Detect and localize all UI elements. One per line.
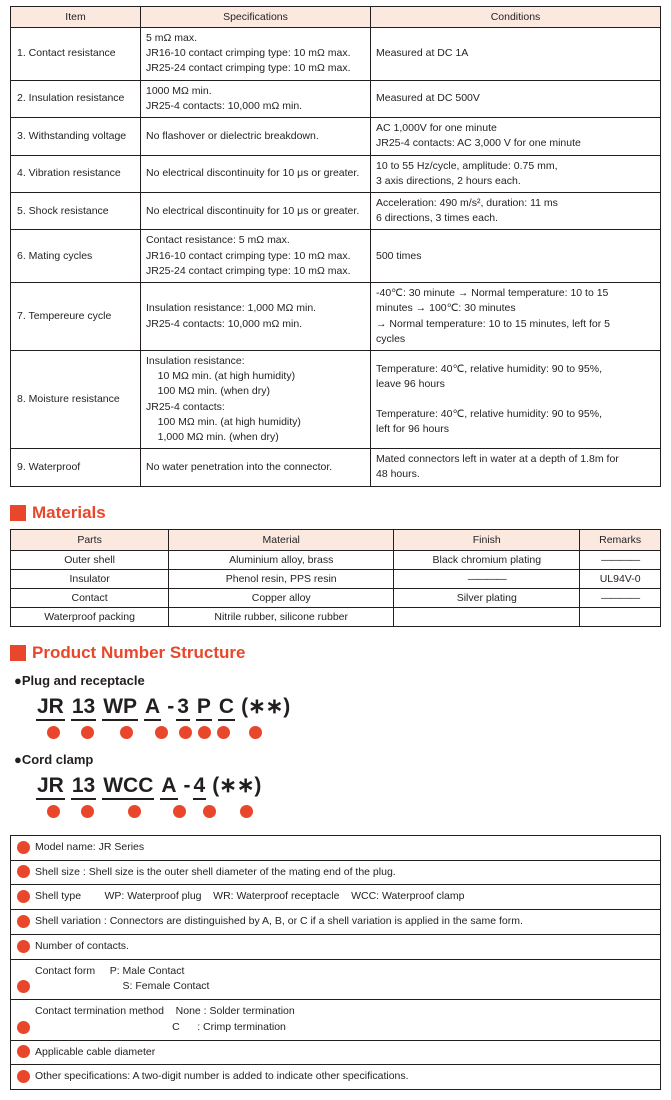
cell-conditions: Temperature: 40℃, relative humidity: 90 to 95%, leave 96 hours Temperature: 40℃, relative humidity: 90 to 95%, left for 96 hours <box>371 350 661 448</box>
table-header-row <box>11 529 661 550</box>
pn-token: - <box>183 773 191 797</box>
cell-conditions: Acceleration: 490 m/s², duration: 11 ms 6 directions, 3 times each. <box>371 192 661 229</box>
pn-index-marker <box>233 724 277 742</box>
pn-token: WP <box>102 696 138 721</box>
circled-number-icon <box>17 940 30 953</box>
legend-cell <box>11 1040 661 1065</box>
table-row <box>11 192 661 229</box>
table-row <box>11 28 661 81</box>
cell-conditions: Measured at DC 1A <box>371 28 661 81</box>
cell-conditions: 500 times <box>371 230 661 283</box>
pn-index-marker <box>104 724 148 742</box>
cell-material: Copper alloy <box>169 588 394 607</box>
cell-remarks: UL94V-0 <box>580 569 661 588</box>
legend-row <box>11 934 661 959</box>
table-row <box>11 283 661 351</box>
circled-number-icon <box>240 805 253 818</box>
cell-item: 5. Shock resistance <box>11 192 141 229</box>
circled-number-icon <box>17 915 30 928</box>
pn-token: 13 <box>71 696 96 721</box>
table-row <box>11 230 661 283</box>
pn-index-marker <box>36 803 70 821</box>
pn-index-marker <box>70 803 104 821</box>
legend-row <box>11 1065 661 1090</box>
cell-remarks: ———— <box>580 550 661 569</box>
cell-specifications: No water penetration into the connector. <box>141 449 371 486</box>
cell-parts: Outer shell <box>11 550 169 569</box>
cell-specifications: Insulation resistance: 10 MΩ min. (at high humidity) 100 MΩ min. (when dry) JR25-4 contacts: 100 MΩ min. (at high humidity) 1,000 MΩ min. (when dry) <box>141 350 371 448</box>
table-row <box>11 155 661 192</box>
cord-token-row <box>36 775 661 800</box>
column-header-item: Item <box>11 7 141 28</box>
circled-number-icon <box>17 841 30 854</box>
circled-number-icon <box>81 726 94 739</box>
pn-index-marker <box>104 803 164 821</box>
pn-index-marker <box>70 724 104 742</box>
cell-conditions: -40℃: 30 minute → Normal temperature: 10 to 15 minutes → 100℃: 30 minutes → Normal temperature: 10 to 15 minutes, left for 5 cycles <box>371 283 661 351</box>
plug-number-diagram <box>10 696 661 742</box>
circled-number-icon <box>17 890 30 903</box>
legend-text: Applicable cable diameter <box>35 1045 156 1058</box>
cell-parts: Waterproof packing <box>11 607 169 626</box>
table-row <box>11 569 661 588</box>
legend-text: Contact form P: Male Contact S: Female Contact <box>35 964 210 993</box>
cell-conditions: Mated connectors left in water at a depth of 1.8m for 48 hours. <box>371 449 661 486</box>
plug-token-row <box>36 696 661 721</box>
pn-index-marker <box>196 724 213 742</box>
pn-index-marker <box>194 803 224 821</box>
pn-token: C <box>218 696 235 721</box>
section-marker-icon <box>10 645 26 661</box>
pn-token: 13 <box>71 775 96 800</box>
legend-text: Contact termination method None : Solder termination C : Crimp termination <box>35 1005 295 1033</box>
table-row <box>11 588 661 607</box>
cell-item: 3. Withstanding voltage <box>11 118 141 155</box>
legend-cell <box>11 1065 661 1090</box>
materials-section-heading <box>10 503 661 523</box>
cord-number-markers <box>36 803 661 821</box>
section-marker-icon <box>10 505 26 521</box>
circled-number-icon <box>47 805 60 818</box>
table-row <box>11 607 661 626</box>
circled-number-icon <box>128 805 141 818</box>
pn-index-marker <box>148 724 175 742</box>
legend-cell <box>11 959 661 1000</box>
legend-text: Model name: JR Series <box>35 840 145 853</box>
legend-cell <box>11 885 661 910</box>
cell-item: 9. Waterproof <box>11 449 141 486</box>
cell-item: 1. Contact resistance <box>11 28 141 81</box>
table-row <box>11 118 661 155</box>
legend-row <box>11 959 661 1000</box>
cell-item: 6. Mating cycles <box>11 230 141 283</box>
cell-item: 7. Tempereure cycle <box>11 283 141 351</box>
cell-finish: Silver plating <box>394 588 580 607</box>
pn-token: A <box>144 696 161 721</box>
circled-number-icon <box>179 726 192 739</box>
circled-number-icon <box>17 1070 30 1083</box>
cell-specifications: No electrical discontinuity for 10 μs or greater. <box>141 155 371 192</box>
cell-specifications: No electrical discontinuity for 10 μs or greater. <box>141 192 371 229</box>
circled-number-icon <box>249 726 262 739</box>
legend-cell <box>11 934 661 959</box>
column-header-remarks: Remarks <box>580 529 661 550</box>
column-header-conditions: Conditions <box>371 7 661 28</box>
pn-token: WCC <box>102 775 154 800</box>
cell-conditions: AC 1,000V for one minute JR25-4 contacts: AC 3,000 V for one minute <box>371 118 661 155</box>
pn-index-marker <box>36 724 70 742</box>
legend-row <box>11 885 661 910</box>
cell-specifications: No flashover or dielectric breakdown. <box>141 118 371 155</box>
cell-conditions: 10 to 55 Hz/cycle, amplitude: 0.75 mm, 3 axis directions, 2 hours each. <box>371 155 661 192</box>
cell-finish: Black chromium plating <box>394 550 580 569</box>
pn-token: (∗∗) <box>212 773 262 797</box>
column-header-finish: Finish <box>394 529 580 550</box>
materials-table <box>10 529 661 627</box>
plug-receptacle-subheading: ●Plug and receptacle <box>14 672 145 688</box>
legend-cell <box>11 860 661 885</box>
table-row <box>11 449 661 486</box>
product-number-legend-table <box>10 835 661 1090</box>
legend-row <box>11 1000 661 1041</box>
legend-row <box>11 835 661 860</box>
legend-cell <box>11 835 661 860</box>
product-number-section-heading <box>10 643 661 663</box>
cell-finish: ———— <box>394 569 580 588</box>
cell-specifications: 5 mΩ max. JR16-10 contact crimping type: 10 mΩ max. JR25-24 contact crimping type: 10 mΩ max. <box>141 28 371 81</box>
legend-row <box>11 860 661 885</box>
pn-token: 3 <box>176 696 190 721</box>
cell-remarks <box>580 607 661 626</box>
legend-text: Shell variation : Connectors are distinguished by A, B, or C if a shell variation is applied in the same form. <box>35 915 523 928</box>
cell-parts: Insulator <box>11 569 169 588</box>
circled-number-icon <box>47 726 60 739</box>
materials-title: Materials <box>32 502 106 522</box>
cord-clamp-subheading: ●Cord clamp <box>14 751 94 767</box>
legend-row <box>11 1040 661 1065</box>
legend-row <box>11 910 661 935</box>
column-header-material: Material <box>169 529 394 550</box>
legend-text: Shell type WP: Waterproof plug WR: Waterproof receptacle WCC: Waterproof clamp <box>35 890 465 903</box>
cell-finish <box>394 607 580 626</box>
table-header-row <box>11 7 661 28</box>
circled-number-icon <box>17 1045 30 1058</box>
specifications-table <box>10 6 661 487</box>
pn-token: P <box>196 696 212 721</box>
circled-number-icon <box>17 865 30 878</box>
circled-number-icon <box>217 726 230 739</box>
cell-specifications: 1000 MΩ min. JR25-4 contacts: 10,000 mΩ min. <box>141 80 371 117</box>
pn-token: (∗∗) <box>241 694 291 718</box>
circled-number-icon <box>17 980 30 993</box>
cell-item: 2. Insulation resistance <box>11 80 141 117</box>
pn-token: JR <box>36 775 65 800</box>
pn-index-marker <box>224 803 268 821</box>
pn-token: - <box>167 694 175 718</box>
pn-token: JR <box>36 696 65 721</box>
column-header-parts: Parts <box>11 529 169 550</box>
cell-conditions: Measured at DC 500V <box>371 80 661 117</box>
circled-number-icon <box>120 726 133 739</box>
product-number-title: Product Number Structure <box>32 642 246 662</box>
cell-parts: Contact <box>11 588 169 607</box>
circled-number-icon <box>17 1021 30 1034</box>
legend-cell <box>11 1000 661 1041</box>
column-header-specifications: Specifications <box>141 7 371 28</box>
circled-number-icon <box>173 805 186 818</box>
pn-index-marker <box>164 803 194 821</box>
legend-text: Other specifications: A two-digit number is added to indicate other specifications. <box>35 1070 409 1083</box>
table-row <box>11 350 661 448</box>
pn-token: 4 <box>193 775 207 800</box>
pn-index-marker <box>213 724 233 742</box>
circled-number-icon <box>198 726 211 739</box>
cell-specifications: Contact resistance: 5 mΩ max. JR16-10 contact crimping type: 10 mΩ max. JR25-24 contact crimping type: 10 mΩ max. <box>141 230 371 283</box>
table-row <box>11 550 661 569</box>
legend-text: Number of contacts. <box>35 939 129 952</box>
pn-token: A <box>160 775 177 800</box>
table-row <box>11 80 661 117</box>
circled-number-icon <box>203 805 216 818</box>
cell-material: Aluminium alloy, brass <box>169 550 394 569</box>
cell-item: 8. Moisture resistance <box>11 350 141 448</box>
legend-cell <box>11 910 661 935</box>
pn-index-marker <box>175 724 196 742</box>
cell-material: Nitrile rubber, silicone rubber <box>169 607 394 626</box>
cord-number-diagram <box>10 775 661 821</box>
cell-remarks: ———— <box>580 588 661 607</box>
cell-material: Phenol resin, PPS resin <box>169 569 394 588</box>
legend-text: Shell size : Shell size is the outer shell diameter of the mating end of the plug. <box>35 865 396 878</box>
circled-number-icon <box>81 805 94 818</box>
cell-specifications: Insulation resistance: 1,000 MΩ min. JR25-4 contacts: 10,000 mΩ min. <box>141 283 371 351</box>
cell-item: 4. Vibration resistance <box>11 155 141 192</box>
plug-number-markers <box>36 724 661 742</box>
circled-number-icon <box>155 726 168 739</box>
